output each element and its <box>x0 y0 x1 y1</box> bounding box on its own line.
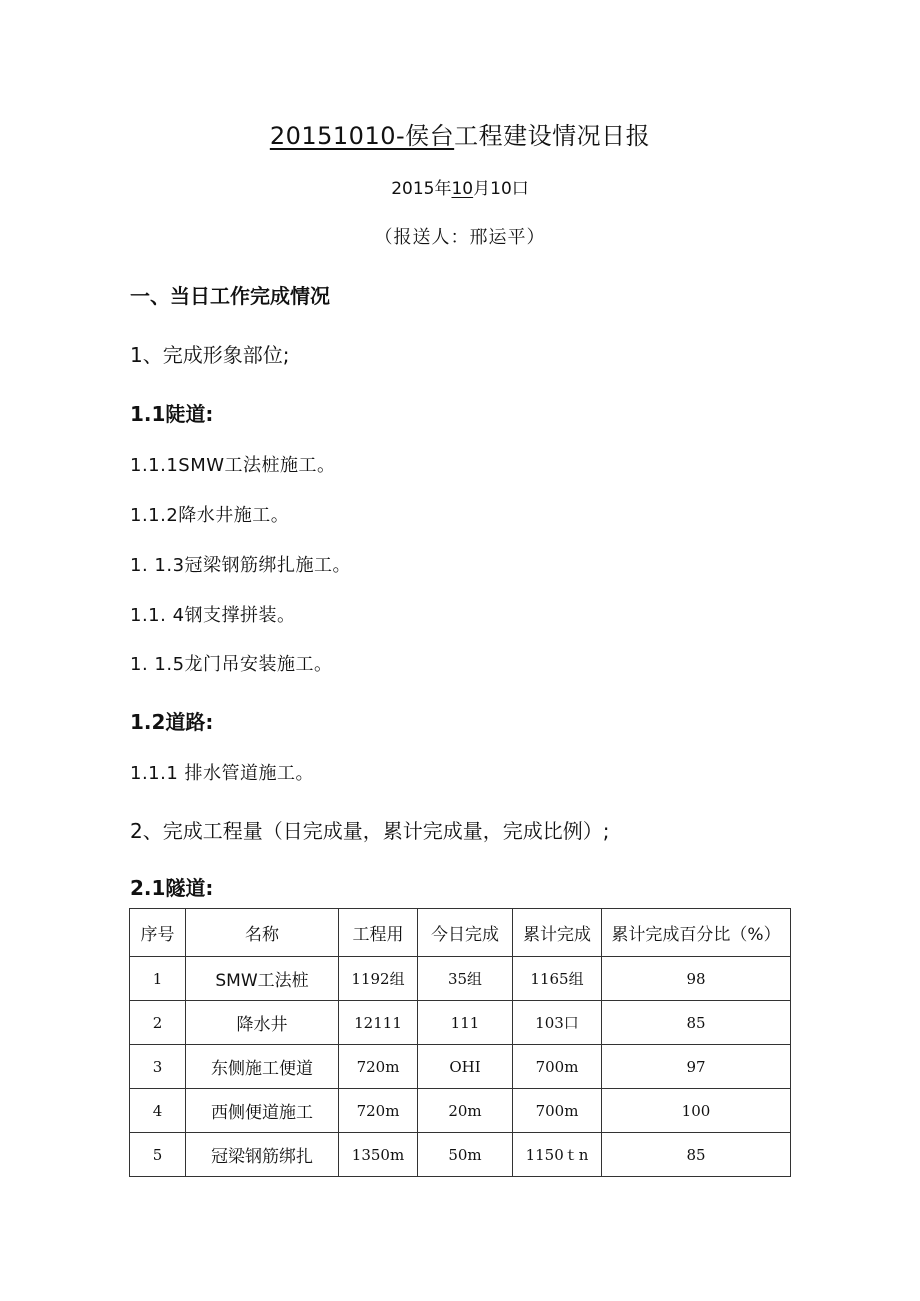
cell-name: 冠梁钢筋绑扎 <box>186 1133 339 1177</box>
subsection-quantities: 2、完成工程量（日完成量，累计完成量，完成比例）; <box>130 819 610 843</box>
list-item: 1. 1.3冠梁钢筋绑扎施工。 <box>130 555 352 576</box>
cell-index: 1 <box>130 957 186 1001</box>
cell-name: 降水井 <box>186 1001 339 1045</box>
cell-percent: 100 <box>602 1089 791 1133</box>
cell-quantity: 1350m <box>339 1133 418 1177</box>
cell-index: 4 <box>130 1089 186 1133</box>
subsection-road-heading: 1.2道路: <box>130 710 214 734</box>
table-row <box>130 1089 791 1133</box>
cell-today: OHI <box>418 1045 513 1089</box>
cell-today: 50m <box>418 1133 513 1177</box>
list-item: 1. 1.5龙门吊安装施工。 <box>130 654 333 675</box>
cell-percent: 85 <box>602 1001 791 1045</box>
cell-quantity: 1192组 <box>339 957 418 1001</box>
report-date-month: 10 <box>451 179 474 199</box>
report-title <box>0 116 920 151</box>
cell-quantity: 720m <box>339 1045 418 1089</box>
subsection-progress-locations: 1、完成形象部位; <box>130 343 290 367</box>
header-index: 序号 <box>130 909 186 957</box>
cell-cumulative: 700m <box>513 1045 602 1089</box>
cell-quantity: 12111 <box>339 1001 418 1045</box>
table-row <box>130 957 791 1001</box>
cell-index: 3 <box>130 1045 186 1089</box>
header-percent: 累计完成百分比（%） <box>602 909 791 957</box>
report-title-text: 工程建设情况日报 <box>454 122 651 150</box>
report-date-day: 月10口 <box>473 179 529 199</box>
quantities-table <box>129 908 791 1177</box>
header-quantity: 工程用 <box>339 909 418 957</box>
cell-percent: 97 <box>602 1045 791 1089</box>
report-date <box>0 174 920 199</box>
header-cumulative: 累计完成 <box>513 909 602 957</box>
cell-index: 2 <box>130 1001 186 1045</box>
cell-cumulative: 103口 <box>513 1001 602 1045</box>
cell-name: 西侧便道施工 <box>186 1089 339 1133</box>
table-row <box>130 1001 791 1045</box>
cell-percent: 85 <box>602 1133 791 1177</box>
cell-name: 东侧施工便道 <box>186 1045 339 1089</box>
header-today: 今日完成 <box>418 909 513 957</box>
cell-percent: 98 <box>602 957 791 1001</box>
cell-index: 5 <box>130 1133 186 1177</box>
cell-today: 35组 <box>418 957 513 1001</box>
cell-cumulative: 700m <box>513 1089 602 1133</box>
list-item: 1.1.1SMW工法桩施工。 <box>130 455 336 476</box>
list-item: 1.1.2降水井施工。 <box>130 505 290 526</box>
subsection-tunnel-quantities-heading: 2.1隧道: <box>130 876 214 900</box>
table-row <box>130 1133 791 1177</box>
list-item: 1.1.1 排水管道施工。 <box>130 763 315 784</box>
table-header-row <box>130 909 791 957</box>
subsection-tunnel-heading: 1.1陡道: <box>130 402 214 426</box>
report-title-code: 20151010-侯台 <box>269 122 455 150</box>
cell-cumulative: 1150ｔn <box>513 1133 602 1177</box>
list-item: 1.1. 4钢支撑拼装。 <box>130 605 296 626</box>
table-row <box>130 1045 791 1089</box>
reporter-line: （报送人：邢运平） <box>374 227 546 248</box>
cell-today: 20m <box>418 1089 513 1133</box>
header-name: 名称 <box>186 909 339 957</box>
cell-name: SMW工法桩 <box>186 957 339 1001</box>
cell-quantity: 720m <box>339 1089 418 1133</box>
report-date-year: 2015年 <box>391 179 452 199</box>
cell-today: 111 <box>418 1001 513 1045</box>
section-heading-daily-work: 一、当日工作完成情况 <box>130 284 330 308</box>
cell-cumulative: 1165组 <box>513 957 602 1001</box>
